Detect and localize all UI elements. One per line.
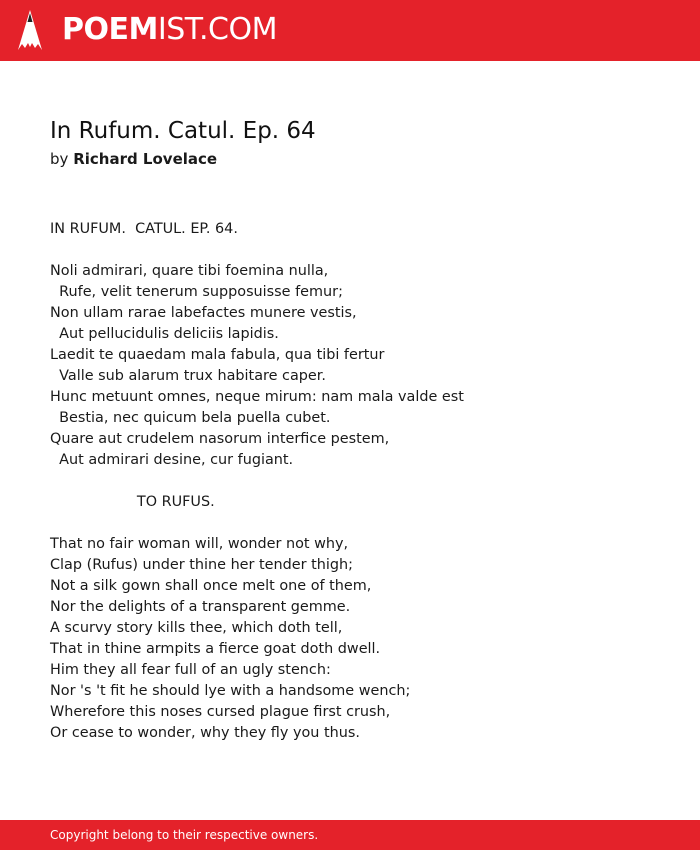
poem-line: A scurvy story kills thee, which doth tell,: [50, 620, 343, 636]
poem-line: Or cease to wonder, why they fly you thus.: [50, 725, 360, 741]
site-logo-text[interactable]: [62, 12, 277, 48]
brand-light-text: IST.COM: [157, 12, 277, 47]
poem-line: Him they all fear full of an ugly stench:: [50, 662, 331, 678]
poem-line: Clap (Rufus) under thine her tender thigh;: [50, 557, 353, 573]
poem-body: [50, 219, 670, 744]
poem-line: TO RUFUS.: [50, 494, 215, 510]
by-label: by: [50, 150, 69, 168]
copyright-text: Copyright belong to their respective owners.: [50, 828, 319, 842]
poem-line: Rufe, velit tenerum supposuisse femur;: [50, 284, 343, 300]
poem-line: [50, 240, 670, 261]
poem-line: Aut admirari desine, cur fugiant.: [50, 452, 294, 468]
poem-line: Not a silk gown shall once melt one of them,: [50, 578, 372, 594]
poem-line: Noli admirari, quare tibi foemina nulla,: [50, 263, 329, 279]
poem-line: Aut pellucidulis deliciis lapidis.: [50, 326, 279, 342]
poem-line: Laedit te quaedam mala fabula, qua tibi fertur: [50, 347, 385, 363]
poem-line: Nor 's 't fit he should lye with a handsome wench;: [50, 683, 411, 699]
poem-line: Non ullam rarae labefactes munere vestis,: [50, 305, 357, 321]
poem-line: [50, 513, 670, 534]
poem-line: That in thine armpits a fierce goat doth dwell.: [50, 641, 381, 657]
author-name: Richard Lovelace: [73, 150, 218, 168]
poem-line: Nor the delights of a transparent gemme.: [50, 599, 351, 615]
poem-line: Valle sub alarum trux habitare caper.: [50, 368, 326, 384]
site-footer: [0, 820, 700, 850]
poem-line: IN RUFUM. CATUL. EP. 64.: [50, 221, 238, 237]
poem-line: Wherefore this noses cursed plague first crush,: [50, 704, 391, 720]
poem-line: That no fair woman will, wonder not why,: [50, 536, 349, 552]
pencil-icon[interactable]: [18, 10, 42, 50]
poem-line: Hunc metuunt omnes, neque mirum: nam mala valde est: [50, 389, 464, 405]
poem-line: Quare aut crudelem nasorum interfice pestem,: [50, 431, 390, 447]
brand-bold-text: POEM: [62, 12, 158, 47]
byline: [50, 149, 217, 169]
poem-line: [50, 471, 670, 492]
poem-line: Bestia, nec quicum bela puella cubet.: [50, 410, 331, 426]
poem-title: In Rufum. Catul. Ep. 64: [50, 118, 316, 144]
site-header: [0, 0, 700, 61]
